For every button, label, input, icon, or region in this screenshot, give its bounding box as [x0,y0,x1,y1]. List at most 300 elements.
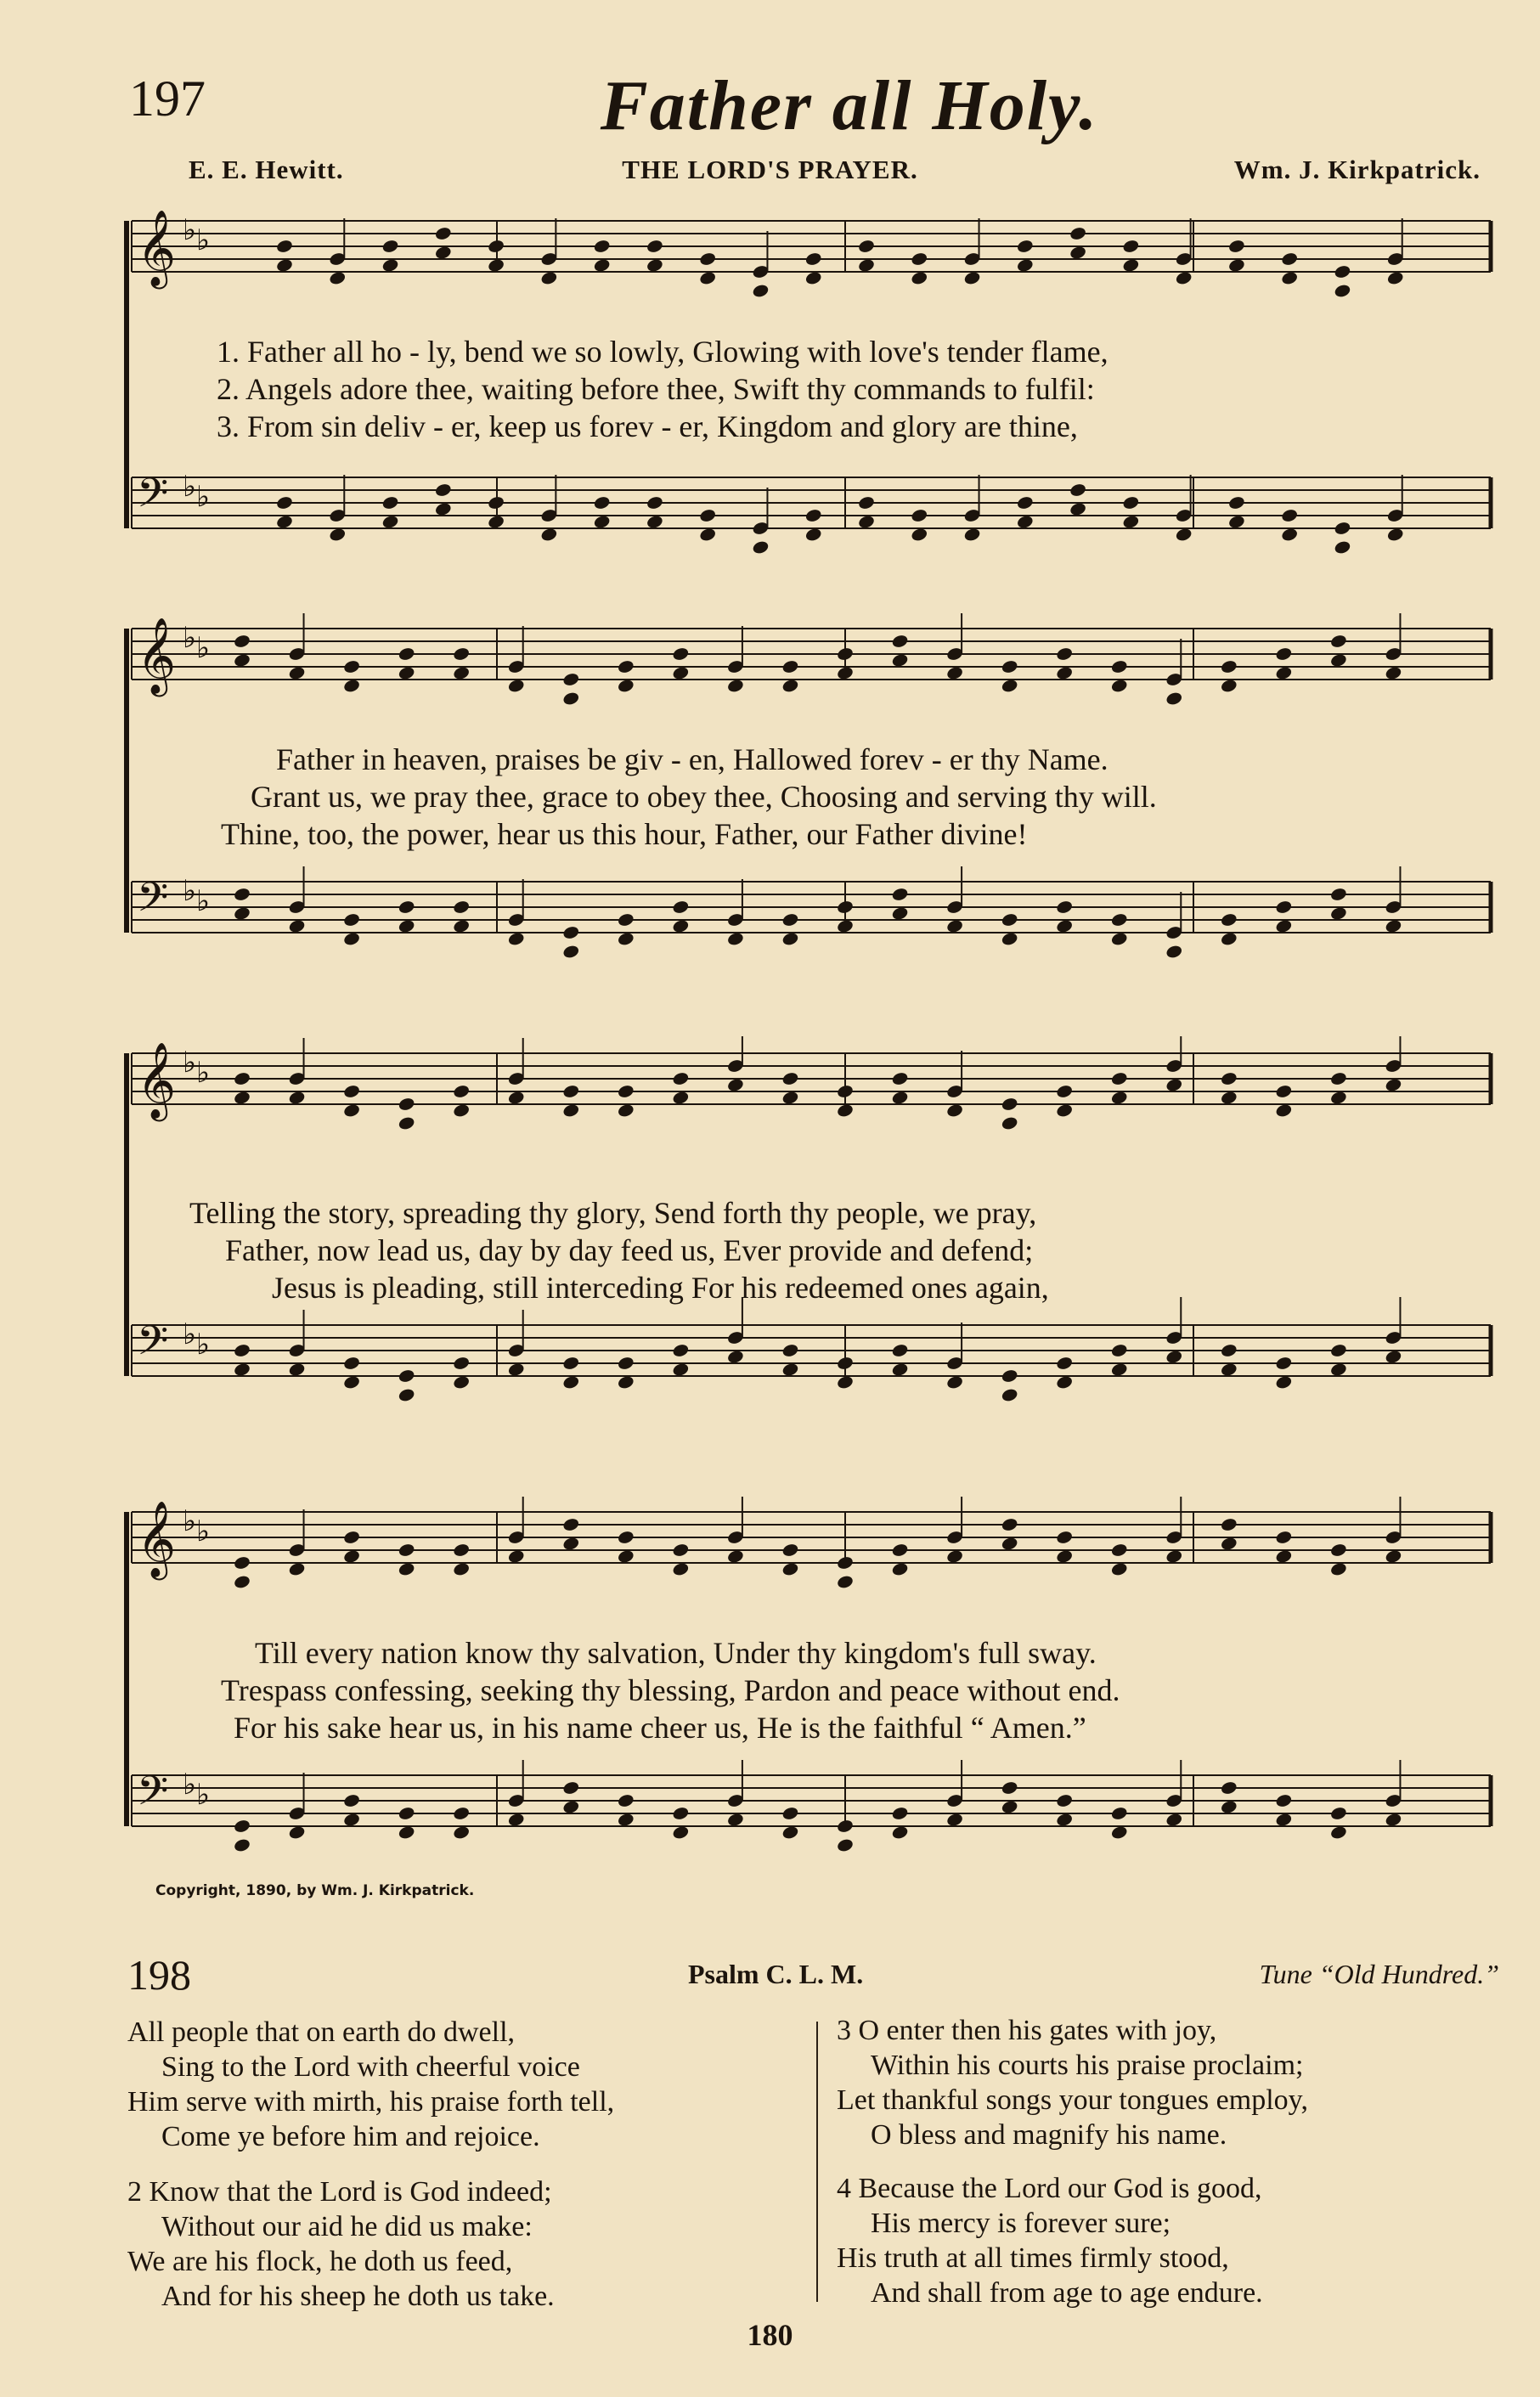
note-head [381,257,399,273]
note-head [329,527,347,542]
flat-icon: ♭ [196,631,211,665]
note-head [804,527,822,542]
note-head [507,678,525,693]
note-head [453,1103,471,1118]
note-head [1001,1387,1018,1402]
note-head [1329,1543,1347,1558]
note-head [1110,678,1128,693]
psalm-verse-1 [127,2015,614,2154]
note-head [1275,1812,1293,1827]
note-head [945,1103,963,1118]
note-head [781,1561,799,1576]
note-head [398,1115,415,1131]
note-head [453,1543,471,1558]
note-head [911,527,928,542]
note-head [781,678,799,693]
note-head [1001,1517,1018,1532]
note-head [593,514,611,529]
lyric-line: Father in heaven, praises be giv - en, Hallowed forev - er thy Name. [276,742,1108,776]
note-head [233,652,251,668]
flat-icon: ♭ [196,1056,211,1090]
flat-icon: ♭ [183,1046,197,1080]
note-head [1220,1536,1238,1551]
note-head [891,1071,909,1086]
note-head [857,257,875,273]
bass-staff [132,866,1491,960]
psalm-verse-2 [127,2174,555,2314]
flat-icon: ♭ [183,874,197,908]
note-head [1016,257,1034,273]
note-head [781,659,799,674]
note-head [617,1530,635,1545]
note-head [342,931,360,946]
bass-staff [132,1297,1491,1403]
note-head [1001,931,1018,946]
flat-icon: ♭ [196,1778,211,1812]
verse-line: His mercy is forever sure; [871,2208,1171,2239]
bass-clef-icon: 𝄢 [137,873,169,931]
lyric-line: 3. From sin deliv - er, keep us forev - er, Kingdom and glory are thine, [217,409,1078,443]
bass-staff [132,469,1491,556]
note-head [342,659,360,674]
note-head [1056,918,1074,933]
note-head [617,1548,635,1564]
note-head [891,1343,909,1358]
note-head [453,1374,471,1390]
note-head [804,251,822,267]
note-head [288,918,306,933]
note-head [487,239,505,254]
note-head [342,912,360,928]
note-group [233,1036,1402,1131]
note-head [1385,1077,1402,1092]
note-head [781,1806,799,1821]
note-head [857,495,875,510]
note-head [1110,1806,1128,1821]
note-head [891,652,909,668]
note-head [398,1825,415,1840]
note-head [891,1090,909,1105]
treble-staff [132,1036,1491,1131]
note-head [1175,270,1193,285]
note-head [434,482,452,498]
note-head [1385,1812,1402,1827]
note-head [836,1356,854,1371]
flat-icon: ♭ [196,1514,211,1548]
verse-line: 2 Know that the Lord is God indeed; [127,2176,552,2208]
note-head [617,931,635,946]
note-head [1069,482,1086,498]
note-head [963,527,981,542]
verse-line: And for his sheep he doth us take. [161,2281,555,2312]
note-head [342,1793,360,1808]
note-head [945,918,963,933]
note-head [911,251,928,267]
note-head [1110,931,1128,946]
flat-icon: ♭ [196,223,211,257]
verse-line: And shall from age to age endure. [871,2277,1263,2309]
note-head [1385,665,1402,680]
note-head [540,270,558,285]
note-head [288,665,306,680]
note-head [1001,912,1018,928]
note-head [1329,634,1347,649]
note-head [1056,1548,1074,1564]
hymn-title: Father all Holy. [600,66,1099,145]
note-head [726,678,744,693]
note-head [1334,283,1351,298]
note-head [507,931,525,946]
note-head [562,1780,580,1796]
lyric-line: Telling the story, spreading thy glory, Send forth thy people, we pray, [189,1196,1037,1230]
note-head [1001,659,1018,674]
note-head [891,887,909,902]
note-head [1220,931,1238,946]
note-head [398,918,415,933]
verse-line: Him serve with mirth, his praise forth tell, [127,2086,615,2118]
note-head [1001,1115,1018,1131]
lyric-line: Till every nation know thy salvation, Under thy kingdom's full sway. [255,1636,1097,1670]
note-head [342,1356,360,1371]
note-head [857,514,875,529]
lyric-line: Trespass confessing, seeking thy blessing, Pardon and peace without end. [221,1673,1120,1707]
lyric-line: Thine, too, the power, hear us this hour, Father, our Father divine! [221,817,1028,851]
note-head [617,1356,635,1371]
note-head [1329,1071,1347,1086]
lyric-line: Father, now lead us, day by day feed us, Ever provide and defend; [225,1233,1034,1267]
note-head [1001,678,1018,693]
verse-line: All people that on earth do dwell, [127,2016,516,2048]
note-group [233,866,1402,960]
note-head [1165,1548,1183,1564]
note-head [699,527,717,542]
note-head [1110,1071,1128,1086]
note-head [398,1368,415,1384]
note-head [507,1362,525,1377]
note-head [646,495,663,510]
note-head [434,245,452,260]
note-head [836,665,854,680]
note-head [453,900,471,915]
note-head [1110,1090,1128,1105]
note-head [617,1374,635,1390]
note-head [672,1543,690,1558]
note-head [617,1103,635,1118]
note-head [836,1837,854,1853]
note-head [1110,659,1128,674]
note-head [617,1084,635,1099]
verse-line: 4 Because the Lord our God is good, [837,2173,1262,2204]
note-head [1069,226,1086,241]
note-head [1281,251,1299,267]
flat-icon: ♭ [196,480,211,514]
note-head [1056,1103,1074,1118]
note-head [672,1071,690,1086]
note-head [617,912,635,928]
note-head [1220,1343,1238,1358]
note-head [1220,1799,1238,1814]
flat-icon: ♭ [196,1328,211,1362]
note-head [1056,1084,1074,1099]
note-head [836,1374,854,1390]
verse-line: O bless and magnify his name. [871,2119,1227,2151]
note-head [1165,691,1183,706]
note-head [836,1084,854,1099]
note-head [857,239,875,254]
note-head [646,514,663,529]
treble-staff [132,613,1491,707]
note-head [1275,665,1293,680]
note-head [1016,495,1034,510]
music-system-3 [115,1036,1499,1444]
note-head [1275,900,1293,915]
note-head [540,527,558,542]
note-head [398,1387,415,1402]
note-head [672,1825,690,1840]
note-head [593,495,611,510]
note-head [233,1574,251,1589]
note-head [1001,1536,1018,1551]
note-head [1281,270,1299,285]
note-head [945,1812,963,1827]
note-head [1227,257,1245,273]
note-head [1165,1812,1183,1827]
note-head [434,226,452,241]
note-head [1275,1793,1293,1808]
verse-line: Come ye before him and rejoice. [161,2121,540,2152]
note-head [562,1517,580,1532]
note-head [911,270,928,285]
note-head [726,1349,744,1364]
note-head [1275,1103,1293,1118]
note-head [487,514,505,529]
note-head [804,508,822,523]
note-head [1069,245,1086,260]
note-head [617,678,635,693]
note-head [233,905,251,921]
treble-staff [132,210,1491,299]
note-head [398,900,415,915]
note-head [672,918,690,933]
note-head [562,1374,580,1390]
author-credit: E. E. Hewitt. [189,155,344,184]
flat-icon: ♭ [183,1504,197,1538]
note-head [1165,1349,1183,1364]
lyric-line: 2. Angels adore thee, waiting before thee, Swift thy commands to fulfil: [217,372,1095,406]
note-head [1110,1825,1128,1840]
note-head [562,925,580,940]
note-head [781,1362,799,1377]
note-head [1056,1812,1074,1827]
note-head [1329,1362,1347,1377]
note-head [288,1090,306,1105]
tune-prefix: Tune [1259,1959,1312,1989]
hymn-number: 197 [129,70,206,127]
note-head [453,1806,471,1821]
note-head [1016,239,1034,254]
note-head [1227,495,1245,510]
note-head [1175,527,1193,542]
note-head [1056,900,1074,915]
note-head [672,646,690,662]
note-head [342,678,360,693]
music-system-2 [115,612,1499,985]
note-head [1275,1356,1293,1371]
note-head [945,665,963,680]
note-head [1110,1561,1128,1576]
note-head [342,1103,360,1118]
note-head [1056,1374,1074,1390]
note-head [672,1561,690,1576]
note-head [1329,1561,1347,1576]
note-head [617,1793,635,1808]
note-head [233,634,251,649]
note-head [1329,1090,1347,1105]
note-head [672,900,690,915]
note-head [672,1806,690,1821]
note-head [381,239,399,254]
note-head [562,691,580,706]
note-head [487,495,505,510]
note-head [562,672,580,687]
note-head [1385,918,1402,933]
note-head [1110,912,1128,928]
copyright-notice: Copyright, 1890, by Wm. J. Kirkpatrick. [155,1882,475,1899]
note-head [891,905,909,921]
verse-line: We are his flock, he doth us feed, [127,2246,513,2277]
flat-icon: ♭ [183,470,197,504]
note-head [836,1555,854,1571]
note-head [507,1812,525,1827]
note-head [275,495,293,510]
note-head [836,1574,854,1589]
psalm-number: 198 [127,1951,191,1999]
note-head [1220,912,1238,928]
note-head [672,665,690,680]
verse-line: Without our aid he did us make: [161,2211,533,2242]
note-head [398,1806,415,1821]
note-head [1016,514,1034,529]
bass-clef-icon: 𝄢 [137,1767,169,1825]
note-head [781,1543,799,1558]
flat-icon: ♭ [183,213,197,247]
note-head [1110,1362,1128,1377]
note-head [646,257,663,273]
note-head [752,539,770,555]
note-head [1281,527,1299,542]
composer-credit: Wm. J. Kirkpatrick. [1233,155,1481,184]
bass-staff [132,1760,1491,1853]
note-head [781,931,799,946]
note-head [288,1362,306,1377]
note-head [891,1806,909,1821]
note-head [1056,1530,1074,1545]
lyric-line: For his sake hear us, in his name cheer us, He is the faithful “ Amen.” [234,1711,1086,1745]
note-head [781,1343,799,1358]
note-head [804,270,822,285]
note-head [1122,257,1140,273]
note-head [329,270,347,285]
note-head [1275,1084,1293,1099]
note-head [1220,1090,1238,1105]
note-head [453,1356,471,1371]
verse-line: Let thankful songs your tongues employ, [837,2084,1308,2116]
music-system-1 [115,204,1499,561]
music-system-4 [115,1495,1499,1903]
note-head [945,1374,963,1390]
note-head [342,1530,360,1545]
note-group [233,613,1402,707]
flat-icon: ♭ [196,884,211,918]
note-head [1122,495,1140,510]
note-head [1334,264,1351,279]
note-head [233,1090,251,1105]
note-head [453,646,471,662]
note-head [1110,1343,1128,1358]
note-head [233,1555,251,1571]
flat-icon: ♭ [183,621,197,655]
note-head [781,1825,799,1840]
note-head [453,918,471,933]
note-head [726,1077,744,1092]
treble-clef-icon: 𝄞 [137,618,177,694]
note-head [699,508,717,523]
note-head [1329,1825,1347,1840]
flat-icon: ♭ [183,1317,197,1351]
note-head [752,283,770,298]
note-head [1056,646,1074,662]
hymn-subtitle: THE LORD'S PRAYER. [622,155,918,184]
note-head [562,1103,580,1118]
note-head [398,665,415,680]
note-head [1275,1548,1293,1564]
column-divider [816,2022,818,2302]
note-head [1334,539,1351,555]
note-head [275,514,293,529]
note-head [836,900,854,915]
note-head [1329,887,1347,902]
note-head [1122,514,1140,529]
note-head [1281,508,1299,523]
note-head [726,931,744,946]
note-head [1227,514,1245,529]
note-head [233,1837,251,1853]
note-head [487,257,505,273]
bass-clef-icon: 𝄢 [137,469,169,527]
note-head [699,251,717,267]
note-head [453,1084,471,1099]
note-head [672,1343,690,1358]
note-head [699,270,717,285]
note-head [1275,1530,1293,1545]
note-group [233,1497,1402,1590]
bass-clef-icon: 𝄢 [137,1317,169,1374]
psalm-verse-3 [837,2013,1308,2152]
note-head [562,1356,580,1371]
note-head [891,1543,909,1558]
note-head [1001,1780,1018,1796]
tune-name: “Old Hundred.” [1318,1959,1499,1989]
note-head [646,239,663,254]
note-head [453,665,471,680]
treble-clef-icon: 𝄞 [137,1042,177,1119]
note-head [963,270,981,285]
note-head [342,1084,360,1099]
note-head [891,1362,909,1377]
note-head [398,1543,415,1558]
note-head [1275,646,1293,662]
note-head [1329,1806,1347,1821]
